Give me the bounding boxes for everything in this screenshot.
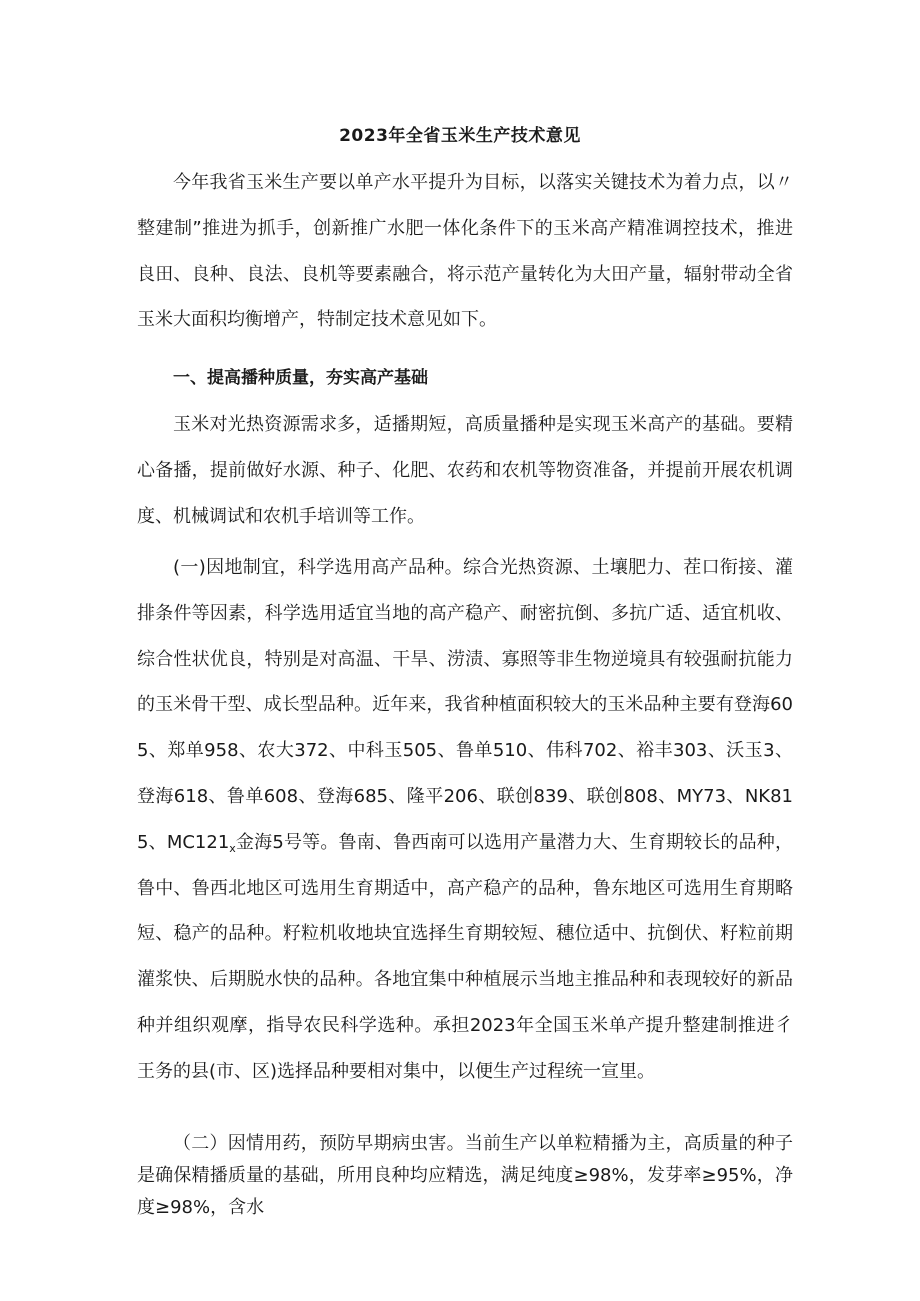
section1-paragraph: 玉米对光热资源需求多，适播期短，高质量播种是实现玉米高产的基础。要精心备播，提前做好水源、种子、化肥、农药和农机等物资准备，并提前开展农机调度、机械调试和农机手培训等工作。: [137, 414, 793, 527]
section-heading: 一、提高播种质量，夯实高产基础: [173, 368, 428, 388]
subsection1-text-part1: (一)因地制宜，科学选用高产品种。综合光热资源、土壤肥力、茬口衔接、灌排条件等因素，科学选用适宜当地的高产稳产、耐密抗倒、多抗广适、适宜机收、综合性状优良，特别是对高温、干旱、涝渍、寡照等非生物逆境具有较强耐抗能力的玉米骨干型、成长型品种。近年来，我省种植面积较大的玉米品种主要有登海605、郑单958、农大372、中科玉505、鲁单510、伟科702、裕丰303、沃玉3、登海618、鲁单608、登海685、隆平206、联创839、联创808、MY73、NK815、MC121: [137, 557, 793, 853]
page-title: 2023年全省玉米生产技术意见: [339, 126, 581, 146]
subsection1-subscript: x: [229, 841, 236, 855]
subsection1-text-part2: 金海5号等。鲁南、鲁西南可以选用产量潜力大、生育期较长的品种，鲁中、鲁西北地区可选用生育期适中，高产稳产的品种，鲁东地区可选用生育期略短、稳产的品种。籽粒机收地块宜选择生育期较短、穗位适中、抗倒伏、籽粒前期灌浆快、后期脱水快的品种。各地宜集中种植展示当地主推品种和表现较好的新品种并组织观摩，指导农民科学选种。承担2023年全国玉米单产提升整建制推进彳王务的县(市、区)选择品种要相对集中，以便生产过程统一宣里。: [137, 831, 793, 1082]
subsection2-paragraph: （二）因情用药，预防早期病虫害。当前生产以单粒精播为主，高质量的种子是确保精播质量的基础，所用良种均应精选，满足纯度≥98%，发芽率≥95%，净度≥98%，含水: [137, 1133, 793, 1218]
subsection1-paragraph: [137, 545, 793, 1095]
intro-paragraph: 今年我省玉米生产要以单产水平提升为目标，以落实关键技术为着力点，以〃整建制”推进为抓手，创新推广水肥一体化条件下的玉米高产精准调控技术，推进良田、良种、良法、良机等要素融合，将示范产量转化为大田产量，辐射带动全省玉米大面积均衡增产，特制定技术意见如下。: [137, 172, 793, 331]
